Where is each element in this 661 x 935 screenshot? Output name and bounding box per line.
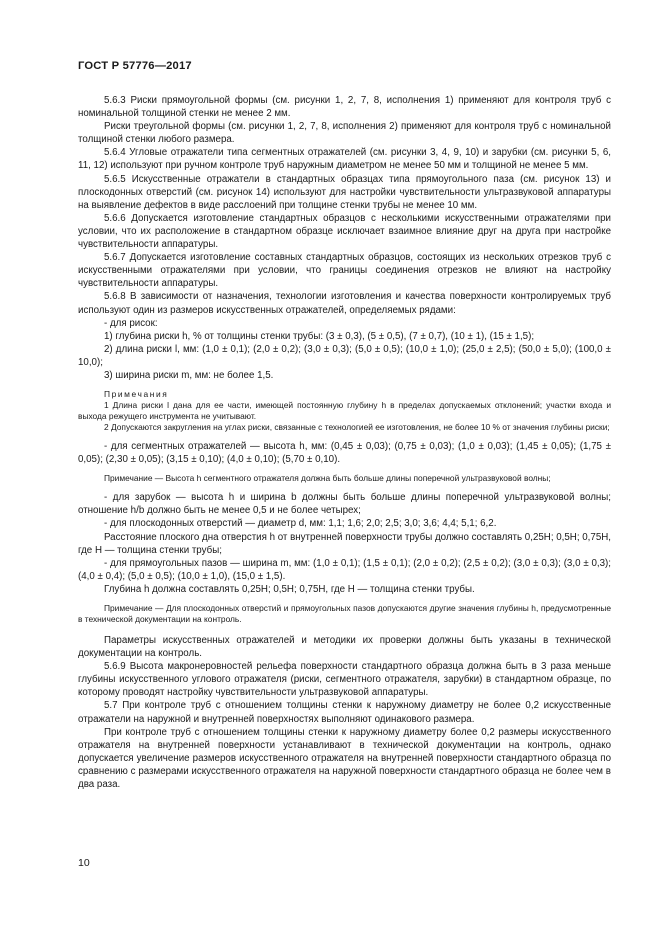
paragraph: 5.6.7 Допускается изготовление составных стандартных образцов, состоящих из нескольких отрезков труб с искусственными отражателями при условии, что границы соединения отрезков не влияют на настройку чувствительности аппаратуры. (78, 252, 611, 290)
note-paragraph: Примечание — Высота h сегментного отражателя должна быть больше длины поперечной ультразвуковой волны; (104, 473, 551, 484)
paragraph: 5.6.8 В зависимости от назначения, технологии изготовления и качества поверхности контролируемых труб используют один из размеров искусственных отражателей, определяемых рядами: (78, 291, 611, 316)
paragraph: - для сегментных отражателей — высота h, мм: (0,45 ± 0,03); (0,75 ± 0,03); (1,0 ± 0,03); (1,45 ± 0,05); (1,75 ± 0,05); (2,30 ± 0,05); (3,15 ± 0,10); (4,0 ± 0,10); (5,70 ± 0,10). (78, 441, 611, 466)
document-body (78, 94, 611, 791)
paragraph: 5.7 При контроле труб с отношением толщины стенки к наружному диаметру не более 0,2 искусственные отражатели на наружной и внутренней поверхностях выполняют одинакового размера. (78, 700, 611, 725)
note-paragraph: Примечание — Для плоскодонных отверстий и прямоугольных пазов допускаются другие значения глубины h, предусмотренные в технической документации на контроль. (78, 603, 611, 624)
paragraph: 5.6.4 Угловые отражатели типа сегментных отражателей (см. рисунки 3, 4, 9, 10) и зарубки (см. рисунки 5, 6, 11, 12) используют при ручном контроле труб наружным диаметром не менее 50 мм и толщиной не менее 5 мм. (78, 147, 611, 172)
note-paragraph: 2 Допускаются закругления на углах риски, связанные с технологией ее изготовления, не более 10 % от значения глубины риски; (104, 422, 610, 433)
note-paragraph: Примечания (104, 389, 169, 400)
paragraph: Глубина h должна составлять 0,25H; 0,5H; 0,75H, где H — толщина стенки трубы. (104, 583, 475, 595)
paragraph: Параметры искусственных отражателей и методики их проверки должны быть указаны в технической документации на контроль. (78, 635, 611, 660)
paragraph: Расстояние плоского дна отверстия h от внутренней поверхности трубы должно составлять 0,25H; 0,5H; 0,75H, где H — толщина стенки трубы; (78, 531, 611, 556)
page-number: 10 (78, 857, 90, 869)
paragraph: 2) длина риски l, мм: (1,0 ± 0,1); (2,0 ± 0,2); (3,0 ± 0,3); (5,0 ± 0,5); (10,0 ± 1,0); (25,0 ± 2,5); (50,0 ± 5,0); (100,0 ± 10,0); (78, 343, 611, 368)
paragraph: - для зарубок — высота h и ширина b должны быть больше длины поперечной ультразвуковой волны; отношение h/b должно быть не менее 0,5 и не более четырех; (78, 492, 611, 517)
paragraph: 1) глубина риски h, % от толщины стенки трубы: (3 ± 0,3), (5 ± 0,5), (7 ± 0,7), (10 ± 1), (15 ± 1,5); (104, 330, 535, 342)
paragraph: 3) ширина риски m, мм: не более 1,5. (104, 369, 274, 381)
paragraph: 5.6.5 Искусственные отражатели в стандартных образцах типа прямоугольного паза (см. рисунок 13) и плоскодонных отверстий (см. рисунок 14) используют для настройки чувствительности ультразвуковой аппаратуры на выявление дефектов в виде расслоений при толщине стенки трубы не менее 10 мм. (78, 173, 611, 211)
paragraph: - для плоскодонных отверстий — диаметр d, мм: 1,1; 1,6; 2,0; 2,5; 3,0; 3,6; 4,4; 5,1; 6,2. (104, 518, 497, 530)
paragraph: 5.6.9 Высота макронеровностей рельефа поверхности стандартного образца должна быть в 3 раза меньше глубины искусственного углового отражателя (риски, сегментного отражателя, зарубки) в стандартном образце, по которому проводят настройку чувствительности ультразвуковой аппаратуры. (78, 661, 611, 699)
paragraph: При контроле труб с отношением толщины стенки к наружному диаметру более 0,2 размеры искусственного отражателя на внутренней поверхности устанавливают в технической документации на контроль, однако допускается увеличение размеров искусственного отражателя на внутренней поверхности стандартного образца по сравнению с размерами искусственного отражателя на наружной поверхности стандартного образца не более чем в два раза. (78, 726, 611, 791)
paragraph: - для прямоугольных пазов — ширина m, мм: (1,0 ± 0,1); (1,5 ± 0,1); (2,0 ± 0,2); (2,5 ± 0,2); (3,0 ± 0,3); (3,0 ± 0,3); (4,0 ± 0,4); (5,0 ± 0,5); (10,0 ± 1,0), (15,0 ± 1,5). (78, 557, 611, 582)
paragraph: 5.6.6 Допускается изготовление стандартных образцов с несколькими искусственными отражателями при условии, что их расположение в стандартном образце исключает взаимное влияние друг на друга при настройке чувствительности аппаратуры. (78, 212, 611, 251)
paragraph: - для рисок: (104, 317, 158, 329)
paragraph: 5.6.3 Риски прямоугольной формы (см. рисунки 1, 2, 7, 8, исполнения 1) применяют для контроля труб с номинальной толщиной стенки не менее 2 мм. (78, 95, 611, 120)
note-paragraph: 1 Длина риски l дана для ее части, имеющей постоянную глубину h в пределах допускаемых отклонений; участки входа и выхода режущего инструмента не учитывают. (78, 400, 611, 422)
document-header: ГОСТ Р 57776—2017 (78, 60, 192, 72)
paragraph: Риски треугольной формы (см. рисунки 1, 2, 7, 8, исполнения 2) применяют для контроля труб с номинальной толщиной стенки любого размера. (78, 121, 611, 146)
